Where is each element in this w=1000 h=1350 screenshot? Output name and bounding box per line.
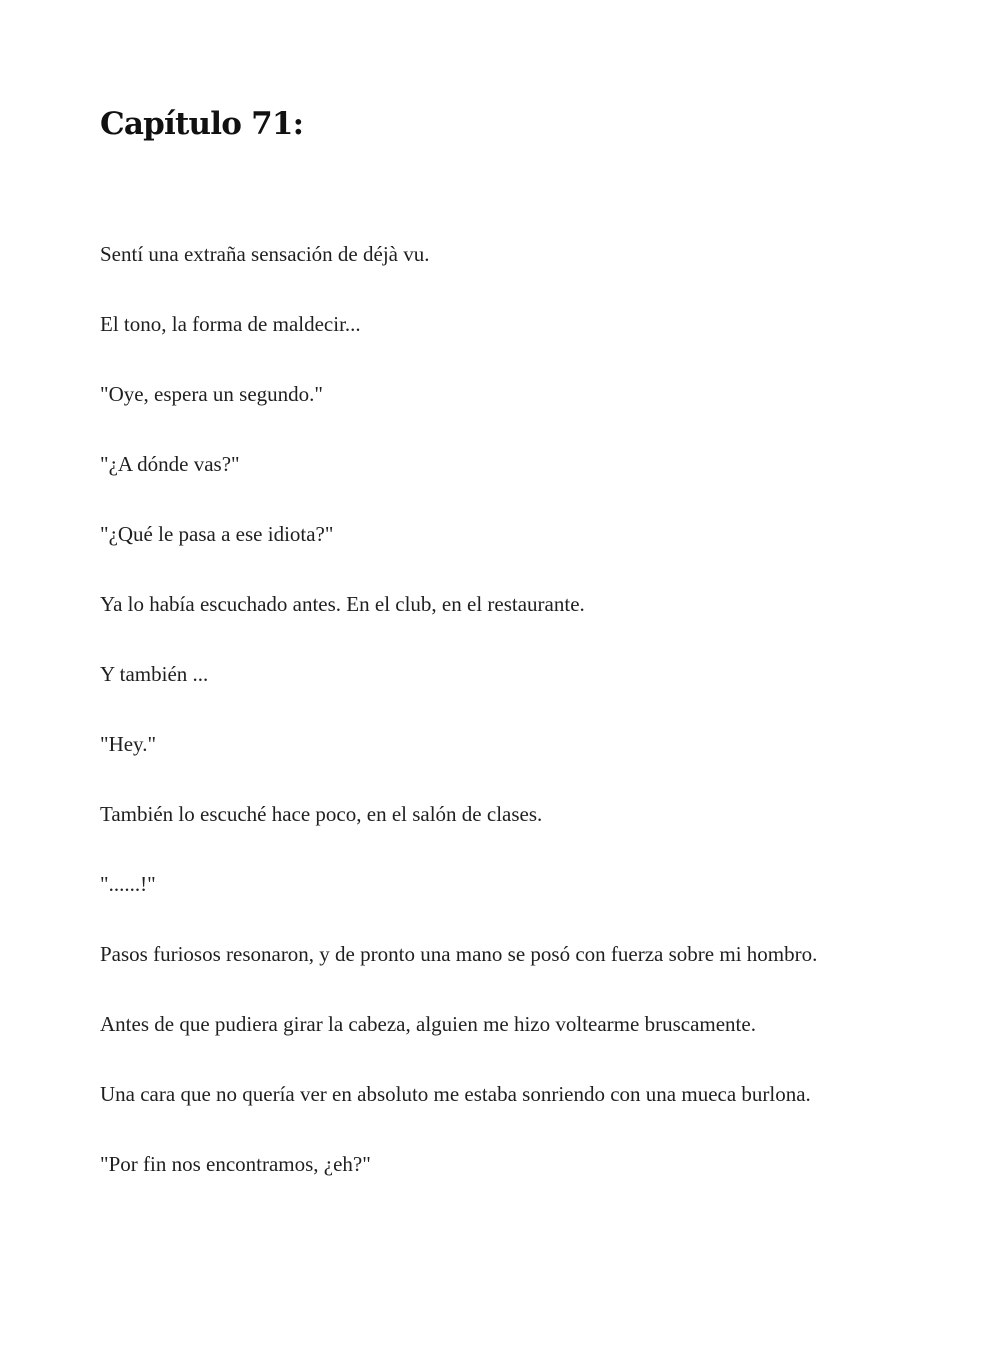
paragraph: "......!" (100, 872, 156, 896)
paragraph: Una cara que no quería ver en absoluto me estaba sonriendo con una mueca burlona. (100, 1082, 811, 1106)
paragraph: "Oye, espera un segundo." (100, 382, 324, 406)
paragraph: También lo escuché hace poco, en el salón de clases. (100, 802, 543, 826)
paragraph: Sentí una extraña sensación de déjà vu. (100, 242, 430, 266)
paragraph: El tono, la forma de maldecir... (100, 312, 361, 336)
chapter-body (100, 237, 900, 1217)
paragraph: Y también ... (100, 662, 209, 686)
paragraph: "¿Qué le pasa a ese idiota?" (100, 522, 334, 546)
paragraph: "¿A dónde vas?" (100, 452, 240, 476)
paragraph: "Hey." (100, 732, 157, 756)
paragraph: Pasos furiosos resonaron, y de pronto una mano se posó con fuerza sobre mi hombro. (100, 942, 818, 966)
paragraph: Antes de que pudiera girar la cabeza, alguien me hizo voltearme bruscamente. (100, 1012, 756, 1036)
paragraph: Ya lo había escuchado antes. En el club, en el restaurante. (100, 592, 585, 616)
chapter-title: Capítulo 71: (100, 106, 304, 142)
paragraph: "Por fin nos encontramos, ¿eh?" (100, 1152, 371, 1176)
